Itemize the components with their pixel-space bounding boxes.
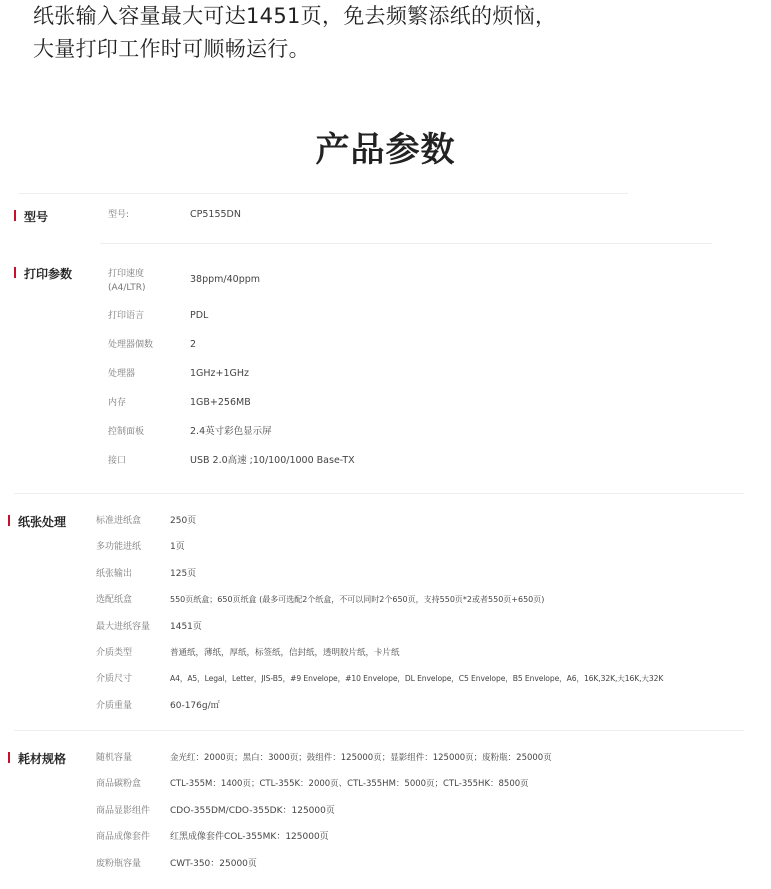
spec-value: 38ppm/40ppm xyxy=(190,274,261,285)
divider xyxy=(14,493,744,494)
spec-value: A4，A5，Legal，Letter，JIS-B5，#9 Envelope，#10 Envelope，DL Envelope，C5 Envelope，B5 Envelope，A6，16K,32K,大16K,大32K xyxy=(170,674,664,683)
divider xyxy=(18,193,628,194)
intro-text xyxy=(33,0,753,66)
spec-key: 接口 xyxy=(108,456,127,466)
spec-row xyxy=(0,310,771,330)
spec-row xyxy=(0,831,771,851)
spec-value: 1页 xyxy=(170,542,185,552)
spec-key: 商品显影组件 xyxy=(96,806,151,816)
spec-key: 标准进纸盒 xyxy=(96,516,142,526)
spec-value: 1451页 xyxy=(170,622,202,632)
spec-row xyxy=(0,594,771,614)
spec-value: CDO-355DM/CDO-355DK：125000页 xyxy=(170,806,335,816)
spec-value: 2 xyxy=(190,339,197,350)
spec-row xyxy=(0,541,771,561)
section-label-print: 打印参数 xyxy=(14,265,72,282)
spec-value: CTL-355M：1400页；CTL-355K：2000页、CTL-355HM：5000页；CTL-355HK：8500页 xyxy=(170,779,529,789)
spec-value: 红黑成像套件COL-355MK：125000页 xyxy=(170,832,329,842)
spec-key: 处理器 xyxy=(108,369,136,379)
spec-value: 250页 xyxy=(170,516,197,526)
spec-row xyxy=(0,426,771,446)
spec-key: 商品成像套件 xyxy=(96,832,151,842)
spec-key: 处理器個数 xyxy=(108,340,154,350)
spec-value: 60-176g/㎡ xyxy=(170,701,220,711)
spec-key: 控制面板 xyxy=(108,427,145,437)
spec-key: 最大进纸容量 xyxy=(96,622,151,632)
spec-row xyxy=(0,805,771,825)
divider xyxy=(100,243,712,244)
spec-row xyxy=(0,397,771,417)
section-label-model: 型号 xyxy=(14,208,48,225)
spec-row xyxy=(0,267,771,295)
spec-value: 550页纸盒；650页纸盒 (最多可选配2个纸盒，不可以同时2个650页，支持550页*2或者550页+650页) xyxy=(170,595,545,604)
spec-value: 普通纸，薄纸，厚纸，标签纸，信封纸，透明胶片纸，卡片纸 xyxy=(170,648,400,658)
spec-value: 125页 xyxy=(170,569,197,579)
spec-value: CWT-350：25000页 xyxy=(170,859,257,869)
spec-key: 商品碳粉盒 xyxy=(96,779,142,789)
spec-key: 多功能进纸 xyxy=(96,542,142,552)
spec-row xyxy=(0,339,771,359)
intro-line-1: 纸张输入容量最大可达1451页，免去频繁添纸的烦恼， xyxy=(33,4,557,28)
spec-row xyxy=(0,568,771,588)
spec-value: USB 2.0高速 ;10/100/1000 Base-TX xyxy=(190,455,355,466)
spec-row xyxy=(0,647,771,667)
spec-key: 介质尺寸 xyxy=(96,674,133,684)
spec-row xyxy=(0,752,771,772)
spec-key: 选配纸盒 xyxy=(96,595,133,605)
page-title: 产品参数 xyxy=(315,130,456,170)
intro-line-2: 大量打印工作时可顺畅运行。 xyxy=(33,37,310,61)
spec-row xyxy=(0,209,771,229)
spec-value: 1GB+256MB xyxy=(190,397,251,408)
spec-row xyxy=(0,515,771,535)
spec-row xyxy=(0,858,771,878)
section-label-paper: 纸张处理 xyxy=(8,513,66,530)
spec-key: 打印语言 xyxy=(108,311,145,321)
spec-value: 金光红：2000页；黑白：3000页；鼓组件：125000页；显影组件：125000页；废粉瓶：25000页 xyxy=(170,753,552,763)
spec-key: 介质类型 xyxy=(96,648,133,658)
divider xyxy=(14,730,744,731)
spec-row xyxy=(0,673,771,693)
spec-value: CP5155DN xyxy=(190,209,241,220)
spec-row xyxy=(0,778,771,798)
spec-key: 打印速度 (A4/LTR) xyxy=(108,269,146,293)
spec-key: 型号: xyxy=(108,210,130,220)
spec-key: 内存 xyxy=(108,398,127,408)
spec-value: 1GHz+1GHz xyxy=(190,368,250,379)
spec-row xyxy=(0,368,771,388)
spec-row xyxy=(0,455,771,475)
spec-key: 废粉瓶容量 xyxy=(96,859,142,869)
spec-key: 随机容量 xyxy=(96,753,133,763)
section-label-consumables: 耗材规格 xyxy=(8,750,66,767)
spec-row xyxy=(0,700,771,720)
spec-row xyxy=(0,621,771,641)
spec-value: PDL xyxy=(190,310,209,321)
spec-key: 介质重量 xyxy=(96,701,133,711)
spec-value: 2.4英寸彩色显示屏 xyxy=(190,426,272,437)
spec-key: 纸张输出 xyxy=(96,569,133,579)
